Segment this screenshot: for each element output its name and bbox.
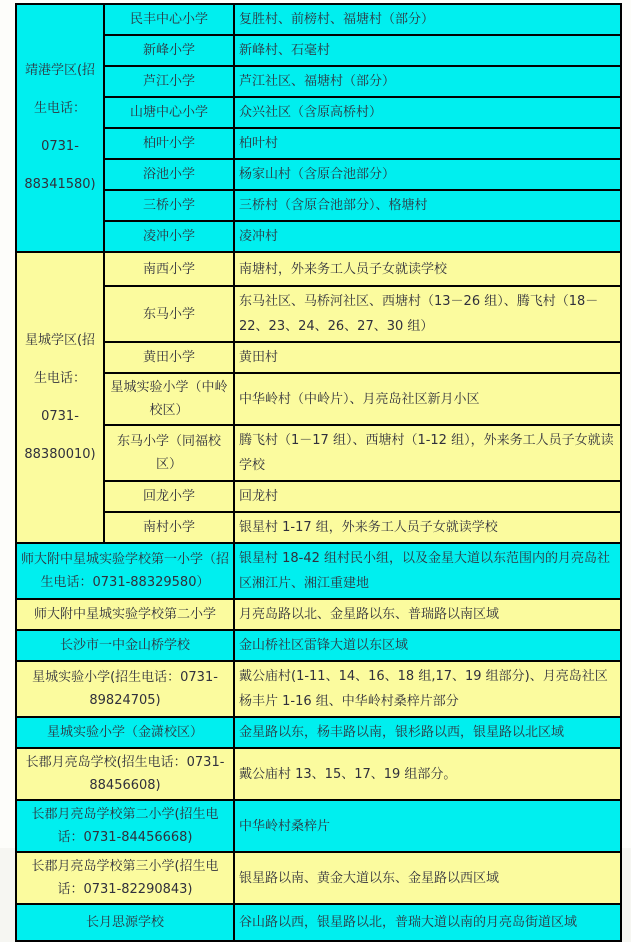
school-cell: 长沙市一中金山桥学校 (16, 630, 234, 661)
area-cell: 腾飞村（1－17 组）、西塘村（1-12 组），外来务工人员子女就读学校 (234, 425, 621, 481)
area-cell: 银星村 18-42 组村民小组，以及金星大道以东范围内的月亮岛社区湘江片、湘江重建地 (234, 543, 621, 599)
district-line: 88380010) (24, 446, 96, 462)
table-row (16, 630, 621, 661)
district-line: 0731- (41, 139, 79, 154)
area-cell: 东马社区、马桥河社区、西塘村（13－26 组）、腾飞村（18－22、23、24、26、27、30 组） (234, 286, 621, 342)
table-row (16, 66, 621, 97)
table-row (16, 128, 621, 159)
school-cell: 新峰小学 (104, 35, 234, 66)
school-cell: 黄田小学 (104, 342, 234, 373)
school-cell: 星城实验小学(招生电话：0731-89824705) (16, 661, 234, 717)
school-cell: 浴池小学 (104, 159, 234, 190)
area-cell: 银星路以南、黄金大道以东、金星路以西区域 (234, 852, 621, 904)
table-row (16, 286, 621, 342)
table-row (16, 342, 621, 373)
school-cell: 师大附中星城实验学校第一小学（招生电话：0731-88329580） (16, 543, 234, 599)
area-cell: 新峰村、石毫村 (234, 35, 621, 66)
area-cell: 中华岭村（中岭片）、月亮岛社区新月小区 (234, 373, 621, 425)
area-cell: 柏叶村 (234, 128, 621, 159)
district-line: 88341580) (24, 177, 96, 192)
table-row (16, 159, 621, 190)
district-cell (16, 252, 104, 543)
table-row (16, 748, 621, 800)
table-row (16, 904, 621, 941)
table-row (16, 97, 621, 128)
area-cell: 戴公庙村 13、15、17、19 组部分。 (234, 748, 621, 800)
table-row (16, 252, 621, 286)
district-line: 生电话： (33, 370, 86, 386)
district-line: 0731- (41, 408, 79, 424)
school-cell: 长月思源学校 (16, 904, 234, 941)
area-cell: 复胜村、前榜村、福塘村（部分） (234, 4, 621, 35)
school-cell: 柏叶小学 (104, 128, 234, 159)
area-cell: 三桥村（含原合池部分）、格塘村 (234, 190, 621, 221)
school-cell: 东马小学 (104, 286, 234, 342)
area-cell: 金山桥社区雷锋大道以东区域 (234, 630, 621, 661)
school-cell: 三桥小学 (104, 190, 234, 221)
table-row (16, 481, 621, 512)
area-cell: 南塘村，外来务工人员子女就读学校 (234, 252, 621, 286)
area-cell: 凌冲村 (234, 221, 621, 252)
table-row (16, 425, 621, 481)
area-cell: 金星路以东，杨丰路以南，银杉路以西，银星路以北区域 (234, 717, 621, 748)
school-district-table (15, 3, 622, 942)
table-row (16, 543, 621, 599)
school-cell: 星城实验小学（中岭校区） (104, 373, 234, 425)
district-line: 生电话： (33, 101, 86, 116)
table-row (16, 190, 621, 221)
school-cell: 长郡月亮岛学校第二小学(招生电话：0731-84456668) (16, 800, 234, 852)
table-row (16, 717, 621, 748)
table-row (16, 599, 621, 630)
table-row (16, 4, 621, 35)
school-cell: 芦江小学 (104, 66, 234, 97)
area-cell: 戴公庙村(1-11、14、16、18 组,17、19 组部分)、月亮岛社区杨丰片 1-16 组、中华岭村桑梓片部分 (234, 661, 621, 717)
table-body (16, 4, 621, 941)
table-row (16, 661, 621, 717)
area-cell: 回龙村 (234, 481, 621, 512)
table-row (16, 852, 621, 904)
area-cell: 众兴社区（含原高桥村） (234, 97, 621, 128)
table-row (16, 800, 621, 852)
district-cell (16, 4, 104, 252)
school-cell: 凌冲小学 (104, 221, 234, 252)
area-cell: 月亮岛路以北、金星路以东、普瑞路以南区域 (234, 599, 621, 630)
area-cell: 谷山路以西，银星路以北，普瑞大道以南的月亮岛街道区域 (234, 904, 621, 941)
school-cell: 南村小学 (104, 512, 234, 543)
table-row (16, 512, 621, 543)
school-cell: 山塘中心小学 (104, 97, 234, 128)
table-row (16, 35, 621, 66)
school-cell: 民丰中心小学 (104, 4, 234, 35)
school-cell: 东马小学（同福校区） (104, 425, 234, 481)
district-line: 靖港学区(招 (24, 63, 96, 78)
area-cell: 银星村 1-17 组，外来务工人员子女就读学校 (234, 512, 621, 543)
school-cell: 星城实验小学（金潇校区） (16, 717, 234, 748)
area-cell: 中华岭村桑梓片 (234, 800, 621, 852)
school-cell: 长郡月亮岛学校第三小学(招生电话：0731-82290843) (16, 852, 234, 904)
district-line: 星城学区(招 (24, 332, 96, 348)
school-cell: 回龙小学 (104, 481, 234, 512)
school-cell: 师大附中星城实验学校第二小学 (16, 599, 234, 630)
area-cell: 杨家山村（含原合池部分） (234, 159, 621, 190)
area-cell: 黄田村 (234, 342, 621, 373)
table-row (16, 221, 621, 252)
school-cell: 南西小学 (104, 252, 234, 286)
school-cell: 长郡月亮岛学校(招生电话：0731-88456608) (16, 748, 234, 800)
table-row (16, 373, 621, 425)
area-cell: 芦江社区、福塘村（部分） (234, 66, 621, 97)
